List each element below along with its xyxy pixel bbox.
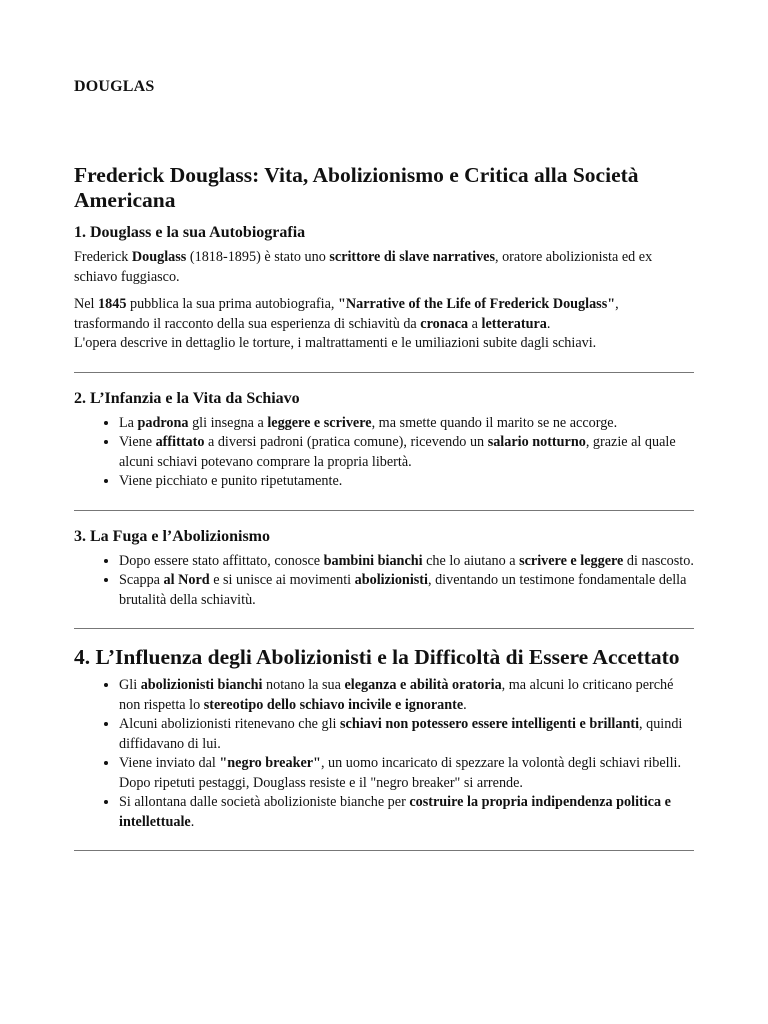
list-item: • Gli abolizionisti bianchi notano la sua eleganza e abilità oratoria, ma alcuni lo criticano perché non rispetta lo stereotipo dello schiavo incivile e ignorante. bbox=[119, 676, 694, 715]
list-item: • Alcuni abolizionisti ritenevano che gli schiavi non potessero essere intelligenti e brillanti, quindi diffidavano di lui. bbox=[119, 715, 694, 754]
section-1-paragraph-1: Frederick Douglass (1818-1895) è stato uno scrittore di slave narratives, oratore abolizionista ed ex schiavo fuggiasco. bbox=[74, 249, 653, 285]
section-3-list bbox=[74, 552, 694, 611]
section-1 bbox=[74, 223, 694, 354]
list-item: • Viene affittato a diversi padroni (pratica comune), ricevendo un salario notturno, grazie al quale alcuni schiavi potevano comprare la propria libertà. bbox=[119, 433, 694, 472]
list-item: • Dopo essere stato affittato, conosce bambini bianchi che lo aiutano a scrivere e leggere di nascosto. bbox=[119, 552, 694, 572]
section-3-heading: 3. La Fuga e l’Abolizionismo bbox=[74, 527, 271, 545]
section-2 bbox=[74, 389, 694, 492]
list-item: • La padrona gli insegna a leggere e scrivere, ma smette quando il marito se ne accorge. bbox=[119, 414, 694, 434]
section-4-list bbox=[74, 676, 694, 832]
list-item: • Si allontana dalle società abolizioniste bianche per costruire la propria indipendenza politica e intellettuale. bbox=[119, 793, 694, 832]
section-1-heading: 1. Douglass e la sua Autobiografia bbox=[74, 224, 306, 241]
list-item: • Scappa al Nord e si unisce ai movimenti abolizionisti, diventando un testimone fondamentale della brutalità della schiavitù. bbox=[119, 571, 694, 610]
section-4-heading: 4. L’Influenza degli Abolizionisti e la Difficoltà di Essere Accettato bbox=[74, 645, 680, 669]
divider-3 bbox=[74, 628, 694, 629]
list-item: • Viene picchiato e punito ripetutamente. bbox=[119, 472, 694, 492]
section-2-list bbox=[74, 414, 694, 492]
divider-4 bbox=[74, 850, 694, 851]
divider-2 bbox=[74, 510, 694, 511]
page-header: DOUGLAS bbox=[74, 78, 155, 95]
section-2-heading: 2. L’Infanzia e la Vita da Schiavo bbox=[74, 389, 300, 407]
document-title: Frederick Douglass: Vita, Abolizionismo e Critica alla Società Americana bbox=[74, 163, 639, 212]
section-1-paragraph-3: L'opera descrive in dettaglio le torture, i maltrattamenti e le umiliazioni subite dagli schiavi. bbox=[74, 335, 597, 351]
list-item: • Viene inviato dal "negro breaker", un uomo incaricato di spezzare la volontà degli schiavi ribelli. Dopo ripetuti pestaggi, Douglass resiste e il "negro breaker" si arrende. bbox=[119, 754, 694, 793]
divider-1 bbox=[74, 372, 694, 373]
section-1-paragraph-2: Nel 1845 pubblica la sua prima autobiografia, "Narrative of the Life of Frederick Douglass", trasformando il racconto della sua esperienza di schiavitù da cronaca a letteratura. L'opera descrive in dettaglio le torture, i maltrattamenti e le umiliazioni subite dagli schiavi. bbox=[74, 296, 619, 351]
document-body bbox=[74, 163, 694, 851]
section-4 bbox=[74, 645, 694, 832]
section-3 bbox=[74, 527, 694, 611]
